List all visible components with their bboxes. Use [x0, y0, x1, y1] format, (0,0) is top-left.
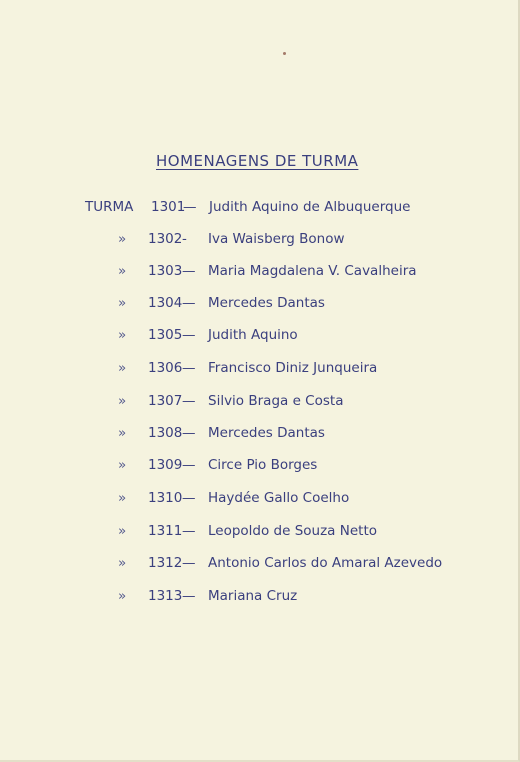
- separator-dash: —: [182, 425, 196, 441]
- ditto-mark: »: [118, 393, 127, 409]
- ditto-mark: »: [118, 425, 127, 441]
- list-item: [118, 295, 325, 311]
- separator-dash: —: [182, 555, 196, 571]
- list-item: [118, 360, 377, 376]
- honoree-name: Circe Pio Borges: [208, 457, 318, 473]
- turma-number: 1302: [148, 231, 183, 247]
- turma-number: 1313: [148, 588, 183, 604]
- ditto-mark: »: [118, 523, 127, 539]
- honoree-name: Mariana Cruz: [208, 588, 298, 604]
- honoree-name: Mercedes Dantas: [208, 425, 325, 441]
- list-item: [118, 490, 349, 506]
- turma-number: 1301: [151, 199, 186, 215]
- honoree-name: Haydée Gallo Coelho: [208, 490, 350, 506]
- separator-dash: —: [182, 588, 196, 604]
- ditto-mark: »: [118, 588, 127, 604]
- turma-label: TURMA: [85, 199, 134, 215]
- separator-dash: —: [182, 295, 196, 311]
- turma-number: 1311: [148, 523, 183, 539]
- list-item: [118, 588, 297, 604]
- list-item: [118, 263, 417, 279]
- honoree-name: Judith Aquino: [208, 327, 298, 343]
- honoree-name: Leopoldo de Souza Netto: [208, 523, 378, 539]
- paper-speck: [283, 52, 286, 55]
- separator-dash: —: [182, 523, 196, 539]
- turma-number: 1312: [148, 555, 183, 571]
- honoree-name: Maria Magdalena V. Cavalheira: [208, 263, 417, 279]
- turma-number: 1309: [148, 457, 183, 473]
- turma-number: 1305: [148, 327, 183, 343]
- list-item: [118, 523, 377, 539]
- ditto-mark: »: [118, 490, 127, 506]
- ditto-mark: »: [118, 263, 127, 279]
- honoree-name: Antonio Carlos do Amaral Azevedo: [208, 555, 443, 571]
- ditto-mark: »: [118, 295, 127, 311]
- page-title: HOMENAGENS DE TURMA: [156, 152, 359, 170]
- list-item: [118, 457, 317, 473]
- separator-dash: -: [182, 231, 187, 247]
- list-item: [118, 327, 298, 343]
- honoree-name: Judith Aquino de Albuquerque: [209, 199, 411, 215]
- turma-number: 1310: [148, 490, 183, 506]
- ditto-mark: »: [118, 555, 127, 571]
- turma-number: 1304: [148, 295, 183, 311]
- list-item: [118, 231, 345, 247]
- separator-dash: —: [182, 490, 196, 506]
- list-item-first: [85, 199, 410, 215]
- separator-dash: —: [183, 199, 197, 215]
- turma-number: 1308: [148, 425, 183, 441]
- turma-number: 1307: [148, 393, 183, 409]
- ditto-mark: »: [118, 231, 127, 247]
- separator-dash: —: [182, 457, 196, 473]
- honoree-name: Mercedes Dantas: [208, 295, 325, 311]
- ditto-mark: »: [118, 360, 127, 376]
- turma-number: 1303: [148, 263, 183, 279]
- turma-number: 1306: [148, 360, 183, 376]
- list-item: [118, 555, 442, 571]
- separator-dash: —: [182, 327, 196, 343]
- honoree-name: Silvio Braga e Costa: [208, 393, 344, 409]
- separator-dash: —: [182, 360, 196, 376]
- separator-dash: —: [182, 263, 196, 279]
- ditto-mark: »: [118, 457, 127, 473]
- list-item: [118, 425, 325, 441]
- honoree-name: Iva Waisberg Bonow: [208, 231, 345, 247]
- ditto-mark: »: [118, 327, 127, 343]
- list-item: [118, 393, 343, 409]
- separator-dash: —: [182, 393, 196, 409]
- honoree-name: Francisco Diniz Junqueira: [208, 360, 378, 376]
